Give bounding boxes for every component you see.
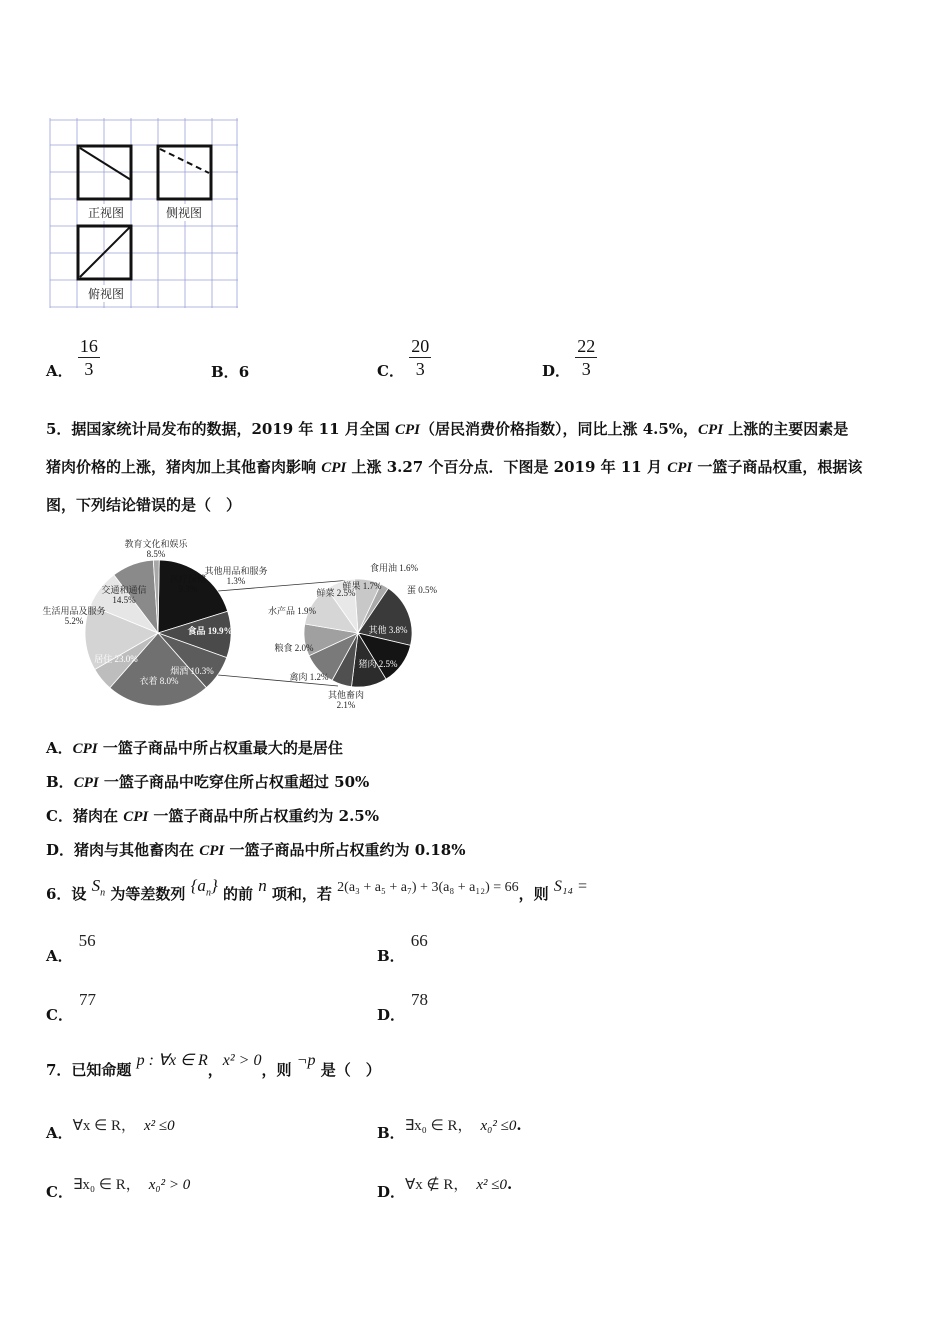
- option-letter: C．: [377, 362, 404, 380]
- side-view: [158, 146, 211, 199]
- q6-option-c[interactable]: C．77: [46, 990, 96, 1024]
- q6-option-b[interactable]: B．66: [377, 931, 428, 965]
- top-view-label: 俯视图: [88, 287, 125, 301]
- pie-label-main-0: 食品 19.9%: [187, 626, 233, 636]
- pie-label-food-3: 猪肉 2.5%: [358, 659, 398, 669]
- pie-label-main-3: 居住 23.0%: [94, 654, 138, 664]
- q5-option-c[interactable]: C．猪肉在 CPI 一篮子商品中所占权重约为 2.5%: [46, 807, 379, 825]
- option-letter: D．: [542, 362, 571, 380]
- q5-option-b[interactable]: B．CPI 一篮子商品中吃穿住所占权重超过 50%: [46, 773, 370, 791]
- pie-label-main-8: 其他用品和服务 1.3%: [204, 566, 268, 586]
- pie-label-main-1: 烟酒 10.3%: [170, 666, 214, 676]
- q7-option-c[interactable]: C．∃x₀ ∈ R， x₀² > 0: [46, 1177, 191, 1201]
- q5-line-1: 5．据国家统计局发布的数据，2019 年 11 月全国 CPI（居民消费价格指数），同比上涨 4.5%，CPI 上涨的主要因素是: [46, 420, 849, 438]
- q7-option-a[interactable]: A．∀x ∈ R， x² ≤0: [46, 1118, 175, 1142]
- cpi-pie-chart: [42, 536, 437, 712]
- q5-stem: [46, 411, 916, 524]
- pie-label-main-2: 衣着 8.0%: [139, 676, 179, 686]
- fraction: $\frac{22}{3}$: [577, 336, 596, 379]
- pie-label-food-0: 食用油 1.6%: [370, 563, 418, 573]
- pie-label-food-2: 其他 3.8%: [368, 625, 408, 635]
- pie-chart-svg: [42, 536, 437, 712]
- q7-stem: 7．已知命题 p : ∀x ∈ R，x² > 0，则 ¬p 是（ ）: [46, 1052, 381, 1079]
- option-value: 6: [238, 363, 250, 381]
- side-view-label: 侧视图: [166, 206, 203, 220]
- q7-option-b[interactable]: B．∃x₀ ∈ R， x₀² ≤0.: [377, 1116, 522, 1142]
- pie-label-food-9: 鲜果 1.7%: [342, 581, 382, 591]
- top-view: [78, 226, 131, 279]
- pie-label-main-7: 医疗保健 9.3%: [169, 574, 207, 594]
- pie-label-food-4: 其他畜肉 2.1%: [327, 690, 365, 710]
- pie-label-main-6: 教育文化和娱乐 8.5%: [124, 539, 188, 559]
- front-view: [78, 146, 131, 199]
- pie-label-food-8: 鲜菜 2.5%: [316, 588, 356, 598]
- q5-line-3: 图，下列结论错误的是（ ）: [46, 496, 242, 514]
- q7-option-d[interactable]: D．∀x ∉ R， x² ≤0.: [377, 1175, 513, 1201]
- three-view-figure: [50, 118, 240, 310]
- q4-option-d[interactable]: [542, 334, 597, 381]
- pie-label-food-1: 蛋 0.5%: [407, 585, 437, 595]
- pie-label-food-6: 粮食 2.0%: [274, 643, 314, 653]
- q5-line-2: 猪肉价格的上涨，猪肉加上其他畜肉影响 CPI 上涨 3.27 个百分点．下图是 2019 年 11 月 CPI 一篮子商品权重，根据该: [46, 458, 863, 476]
- pie-label-food-7: 水产品 1.9%: [268, 606, 316, 616]
- q5-option-a[interactable]: A．CPI 一篮子商品中所占权重最大的是居住: [46, 739, 343, 757]
- pie-label-main-4: 生活用品及服务 5.2%: [42, 606, 106, 626]
- q4-option-a[interactable]: [46, 334, 100, 381]
- pie-label-food-5: 禽肉 1.2%: [289, 672, 329, 682]
- fraction: $\frac{20}{3}$: [411, 336, 430, 379]
- q6-option-a[interactable]: A．56: [46, 931, 96, 965]
- q4-option-c[interactable]: [377, 334, 431, 381]
- front-view-label: 正视图: [88, 206, 125, 220]
- fraction: $\frac{16}{3}$: [79, 336, 98, 379]
- q6-stem: 6．设 $S_n$ 为等差数列 $\{a_n\}$ 的前 n 项和，若 2(a₃ + a₅ + a₇) + 3(a₈ + a₁₂) = 66，则 S₁₄ =: [46, 876, 588, 903]
- q4-option-b[interactable]: [211, 361, 249, 382]
- pie-label-main-5: 交通和通信 14.5%: [101, 585, 147, 605]
- q5-option-d[interactable]: D．猪肉与其他畜肉在 CPI 一篮子商品中所占权重约为 0.18%: [46, 841, 466, 859]
- q6-option-d[interactable]: D．78: [377, 990, 429, 1024]
- option-letter: B．: [211, 363, 239, 381]
- option-letter: A．: [46, 362, 73, 380]
- three-view-svg: [50, 118, 240, 310]
